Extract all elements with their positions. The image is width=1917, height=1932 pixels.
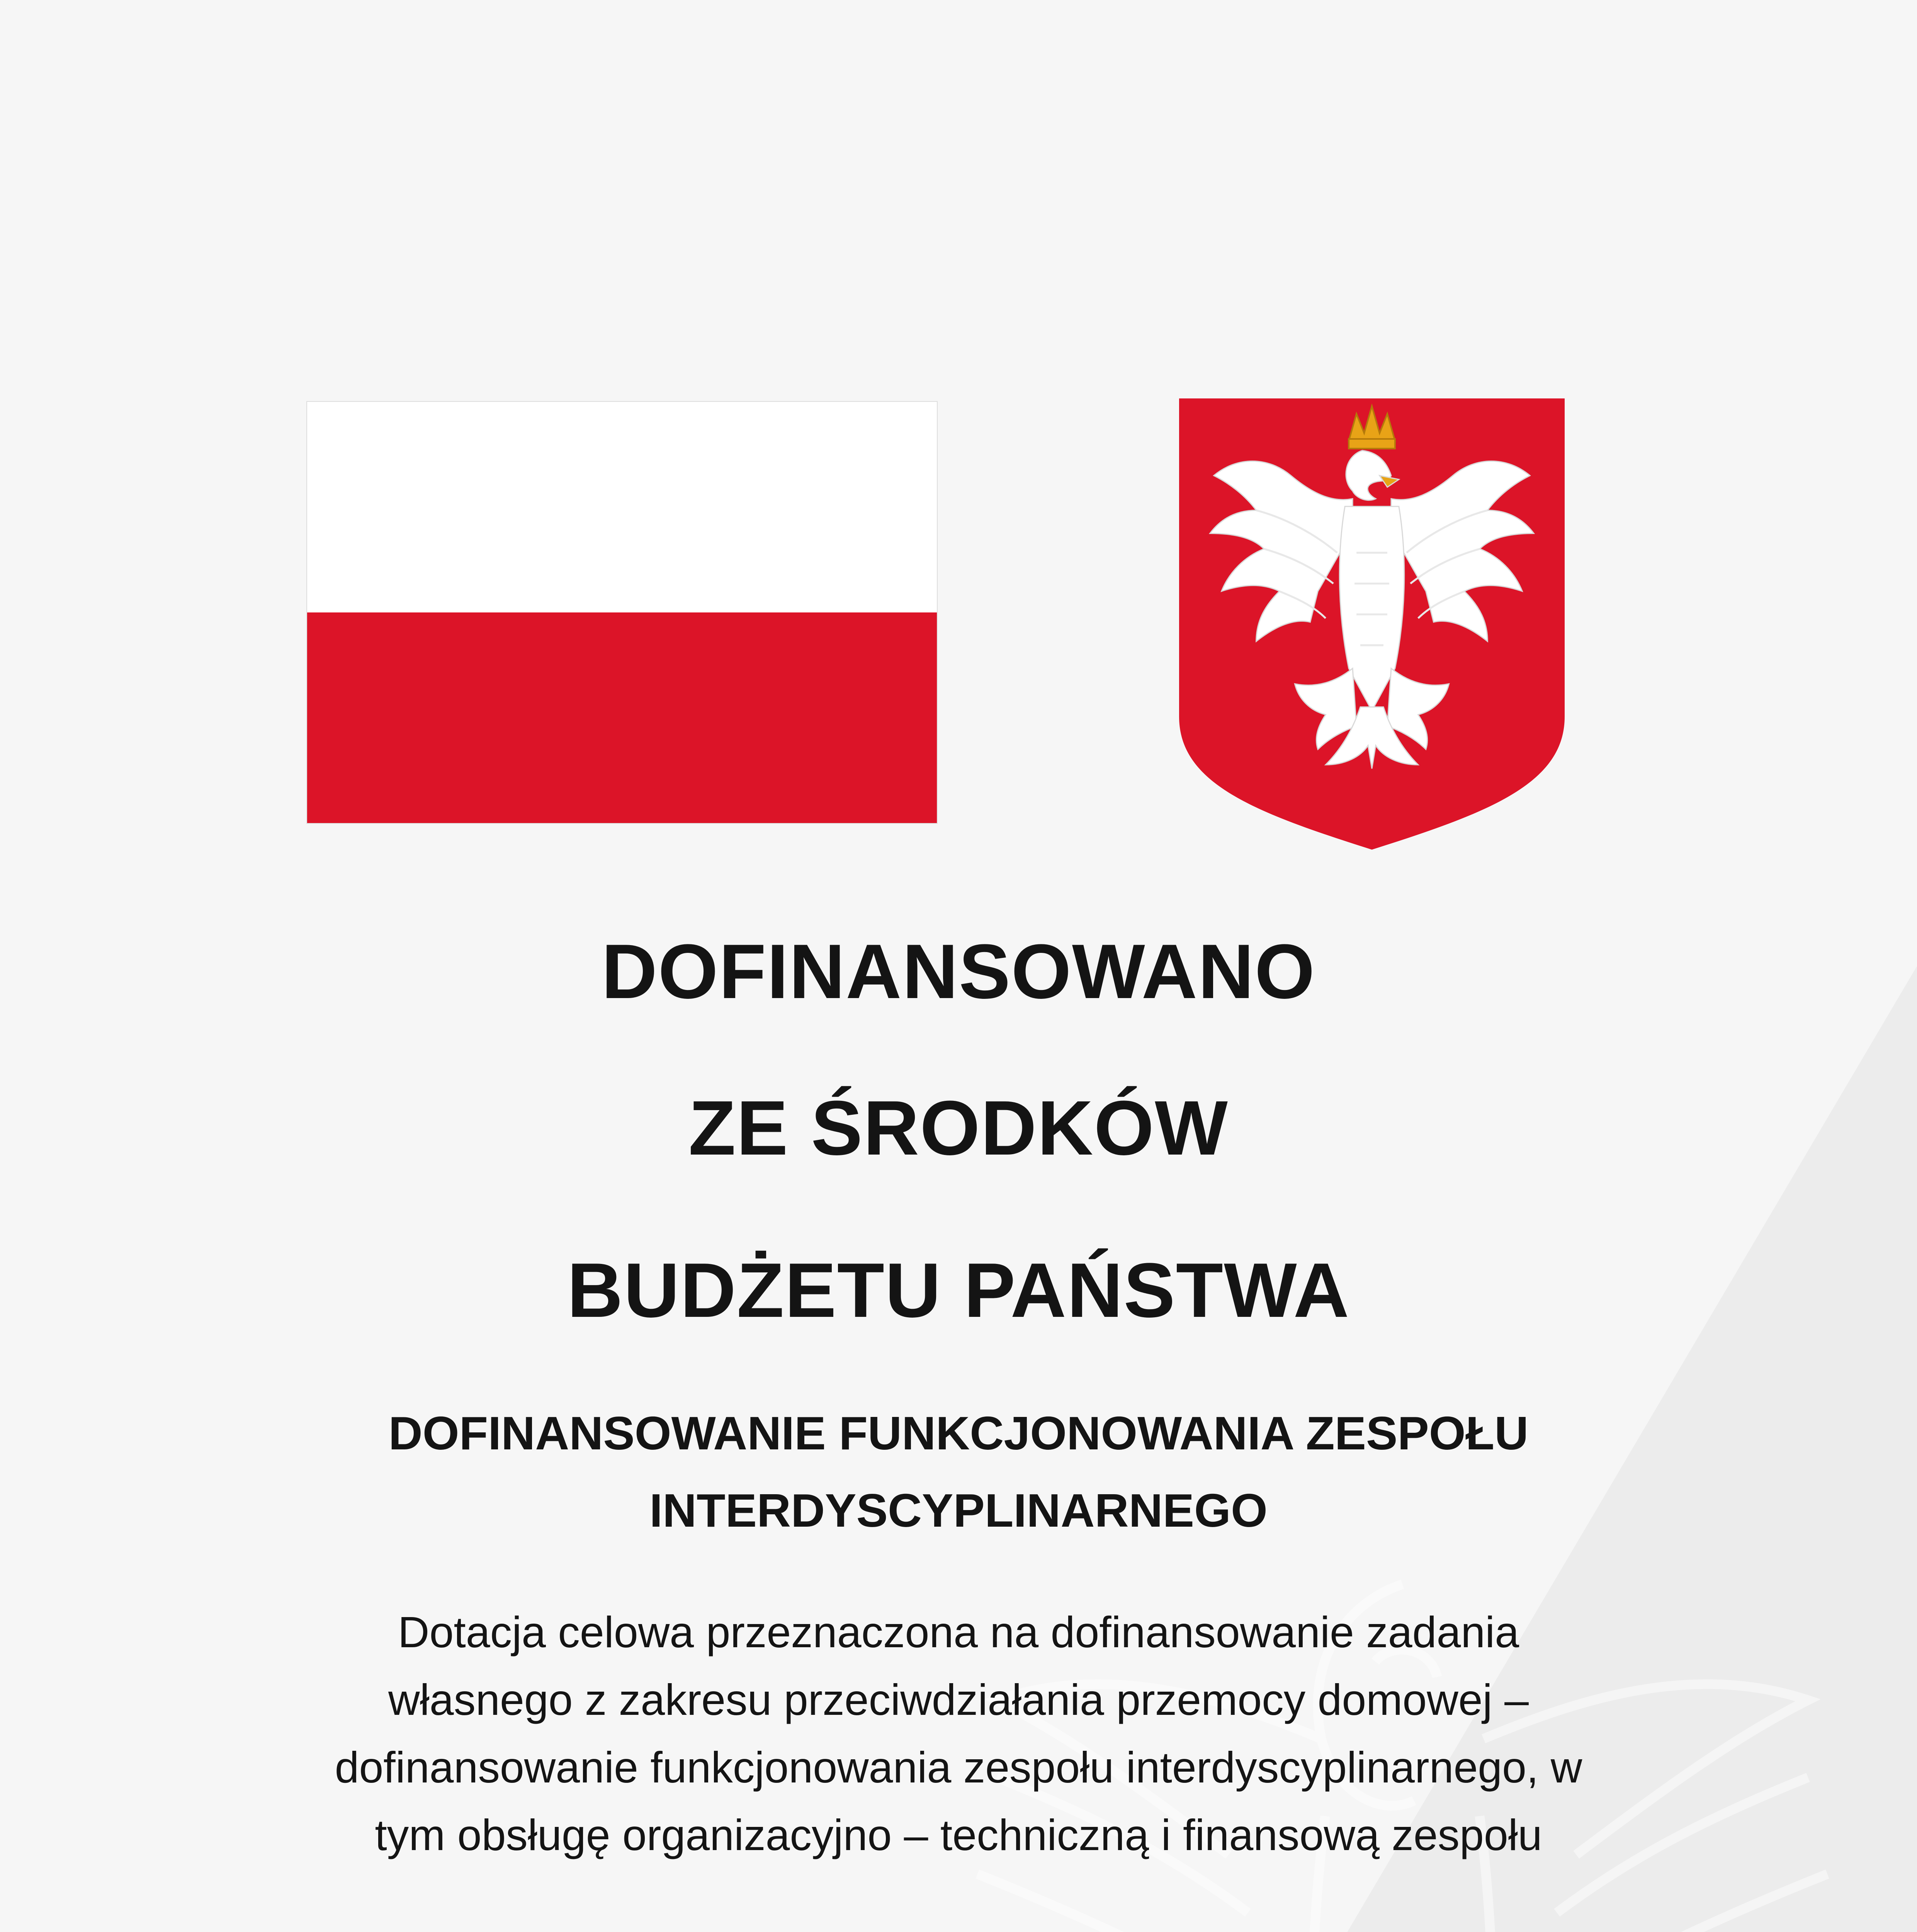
- program-title-line-2: INTERDYSCYPLINARNEGO: [649, 1484, 1268, 1537]
- flag-red-stripe: [307, 612, 937, 823]
- program-title-line-1: DOFINANSOWANIE FUNKCJONOWANIA ZESPOŁU: [388, 1407, 1529, 1459]
- polish-flag-icon: [307, 402, 937, 823]
- polish-coat-of-arms-icon: [1179, 398, 1565, 850]
- heading-line-1: DOFINANSOWANO: [601, 929, 1316, 1015]
- description-line-1: Dotacja celowa przeznaczona na dofinansowanie zadania: [398, 1608, 1519, 1656]
- heading-line-2: ZE ŚRODKÓW: [688, 1085, 1229, 1171]
- flag-white-stripe: [307, 402, 937, 612]
- description-line-4: tym obsługę organizacyjno – techniczną i finansową zespołu: [375, 1811, 1542, 1859]
- description-line-3: dofinansowanie funkcjonowania zespołu interdyscyplinarnego, w: [335, 1743, 1582, 1792]
- description-line-2: własnego z zakresu przeciwdziałania przemocy domowej –: [388, 1675, 1529, 1724]
- heading-line-3: BUDŻETU PAŃSTWA: [567, 1247, 1350, 1333]
